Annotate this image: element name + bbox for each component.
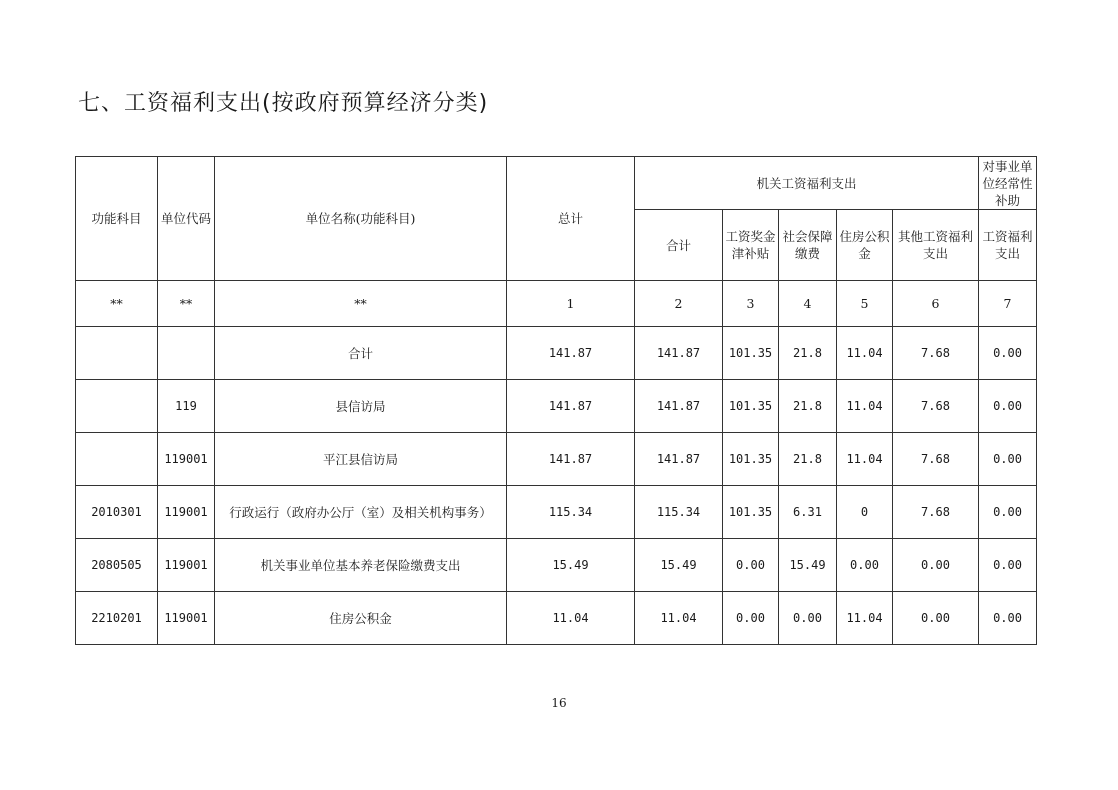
table-row <box>76 380 1037 433</box>
index-cell: 7 <box>979 281 1037 327</box>
index-cell: ** <box>76 281 158 327</box>
subtotal-cell: 11.04 <box>635 592 723 645</box>
subsidy-cell: 0.00 <box>979 539 1037 592</box>
unit-name-cell: 行政运行（政府办公厅（室）及相关机构事务） <box>215 486 507 539</box>
total-cell: 141.87 <box>507 327 635 380</box>
table-row <box>76 327 1037 380</box>
func-subject-cell: 2080505 <box>76 539 158 592</box>
header-row-1 <box>76 157 1037 210</box>
page-title: 七、工资福利支出(按政府预算经济分类) <box>78 91 489 116</box>
header-org-group: 机关工资福利支出 <box>635 157 979 210</box>
wage-welfare-table <box>75 156 1037 645</box>
func-subject-cell <box>76 327 158 380</box>
index-cell: ** <box>158 281 215 327</box>
header-subsidy-salary: 工资福利支出 <box>979 210 1037 281</box>
table-row <box>76 486 1037 539</box>
social-cell: 21.8 <box>779 327 837 380</box>
subsidy-cell: 0.00 <box>979 433 1037 486</box>
index-cell: ** <box>215 281 507 327</box>
index-cell: 4 <box>779 281 837 327</box>
unit-name-cell: 住房公积金 <box>215 592 507 645</box>
header-unit-code: 单位代码 <box>158 157 215 281</box>
subsidy-cell: 0.00 <box>979 486 1037 539</box>
social-cell: 0.00 <box>779 592 837 645</box>
social-cell: 21.8 <box>779 380 837 433</box>
total-cell: 141.87 <box>507 433 635 486</box>
other-cell: 0.00 <box>893 539 979 592</box>
total-cell: 15.49 <box>507 539 635 592</box>
subtotal-cell: 141.87 <box>635 380 723 433</box>
total-cell: 115.34 <box>507 486 635 539</box>
header-subtotal: 合计 <box>635 210 723 281</box>
housing-cell: 11.04 <box>837 433 893 486</box>
total-cell: 11.04 <box>507 592 635 645</box>
salary-cell: 101.35 <box>723 433 779 486</box>
unit-name-cell: 机关事业单位基本养老保险缴费支出 <box>215 539 507 592</box>
func-subject-cell <box>76 380 158 433</box>
social-cell: 6.31 <box>779 486 837 539</box>
subsidy-cell: 0.00 <box>979 592 1037 645</box>
salary-cell: 101.35 <box>723 327 779 380</box>
salary-cell: 0.00 <box>723 592 779 645</box>
index-cell: 5 <box>837 281 893 327</box>
table-row <box>76 433 1037 486</box>
index-cell: 2 <box>635 281 723 327</box>
subtotal-cell: 115.34 <box>635 486 723 539</box>
other-cell: 0.00 <box>893 592 979 645</box>
unit-name-cell: 合计 <box>215 327 507 380</box>
salary-cell: 101.35 <box>723 380 779 433</box>
func-subject-cell: 2210201 <box>76 592 158 645</box>
unit-code-cell <box>158 327 215 380</box>
salary-cell: 0.00 <box>723 539 779 592</box>
housing-cell: 0.00 <box>837 539 893 592</box>
subtotal-cell: 15.49 <box>635 539 723 592</box>
unit-code-cell: 119001 <box>158 592 215 645</box>
unit-code-cell: 119001 <box>158 486 215 539</box>
header-func-subject: 功能科目 <box>76 157 158 281</box>
index-cell: 1 <box>507 281 635 327</box>
index-row <box>76 281 1037 327</box>
header-total: 总计 <box>507 157 635 281</box>
header-social: 社会保障缴费 <box>779 210 837 281</box>
table-row <box>76 592 1037 645</box>
salary-cell: 101.35 <box>723 486 779 539</box>
other-cell: 7.68 <box>893 486 979 539</box>
header-other: 其他工资福利支出 <box>893 210 979 281</box>
social-cell: 21.8 <box>779 433 837 486</box>
social-cell: 15.49 <box>779 539 837 592</box>
page-number: 16 <box>551 696 567 710</box>
header-unit-name: 单位名称(功能科目) <box>215 157 507 281</box>
housing-cell: 11.04 <box>837 327 893 380</box>
unit-name-cell: 平江县信访局 <box>215 433 507 486</box>
housing-cell: 11.04 <box>837 592 893 645</box>
table-row <box>76 539 1037 592</box>
subsidy-cell: 0.00 <box>979 327 1037 380</box>
index-cell: 6 <box>893 281 979 327</box>
total-cell: 141.87 <box>507 380 635 433</box>
housing-cell: 11.04 <box>837 380 893 433</box>
housing-cell: 0 <box>837 486 893 539</box>
other-cell: 7.68 <box>893 433 979 486</box>
func-subject-cell <box>76 433 158 486</box>
subtotal-cell: 141.87 <box>635 327 723 380</box>
func-subject-cell: 2010301 <box>76 486 158 539</box>
unit-name-cell: 县信访局 <box>215 380 507 433</box>
other-cell: 7.68 <box>893 380 979 433</box>
subsidy-cell: 0.00 <box>979 380 1037 433</box>
index-cell: 3 <box>723 281 779 327</box>
header-housing: 住房公积金 <box>837 210 893 281</box>
other-cell: 7.68 <box>893 327 979 380</box>
unit-code-cell: 119001 <box>158 539 215 592</box>
subtotal-cell: 141.87 <box>635 433 723 486</box>
header-subsidy-group: 对事业单位经常性补助 <box>979 157 1037 210</box>
unit-code-cell: 119 <box>158 380 215 433</box>
unit-code-cell: 119001 <box>158 433 215 486</box>
header-salary: 工资奖金津补贴 <box>723 210 779 281</box>
